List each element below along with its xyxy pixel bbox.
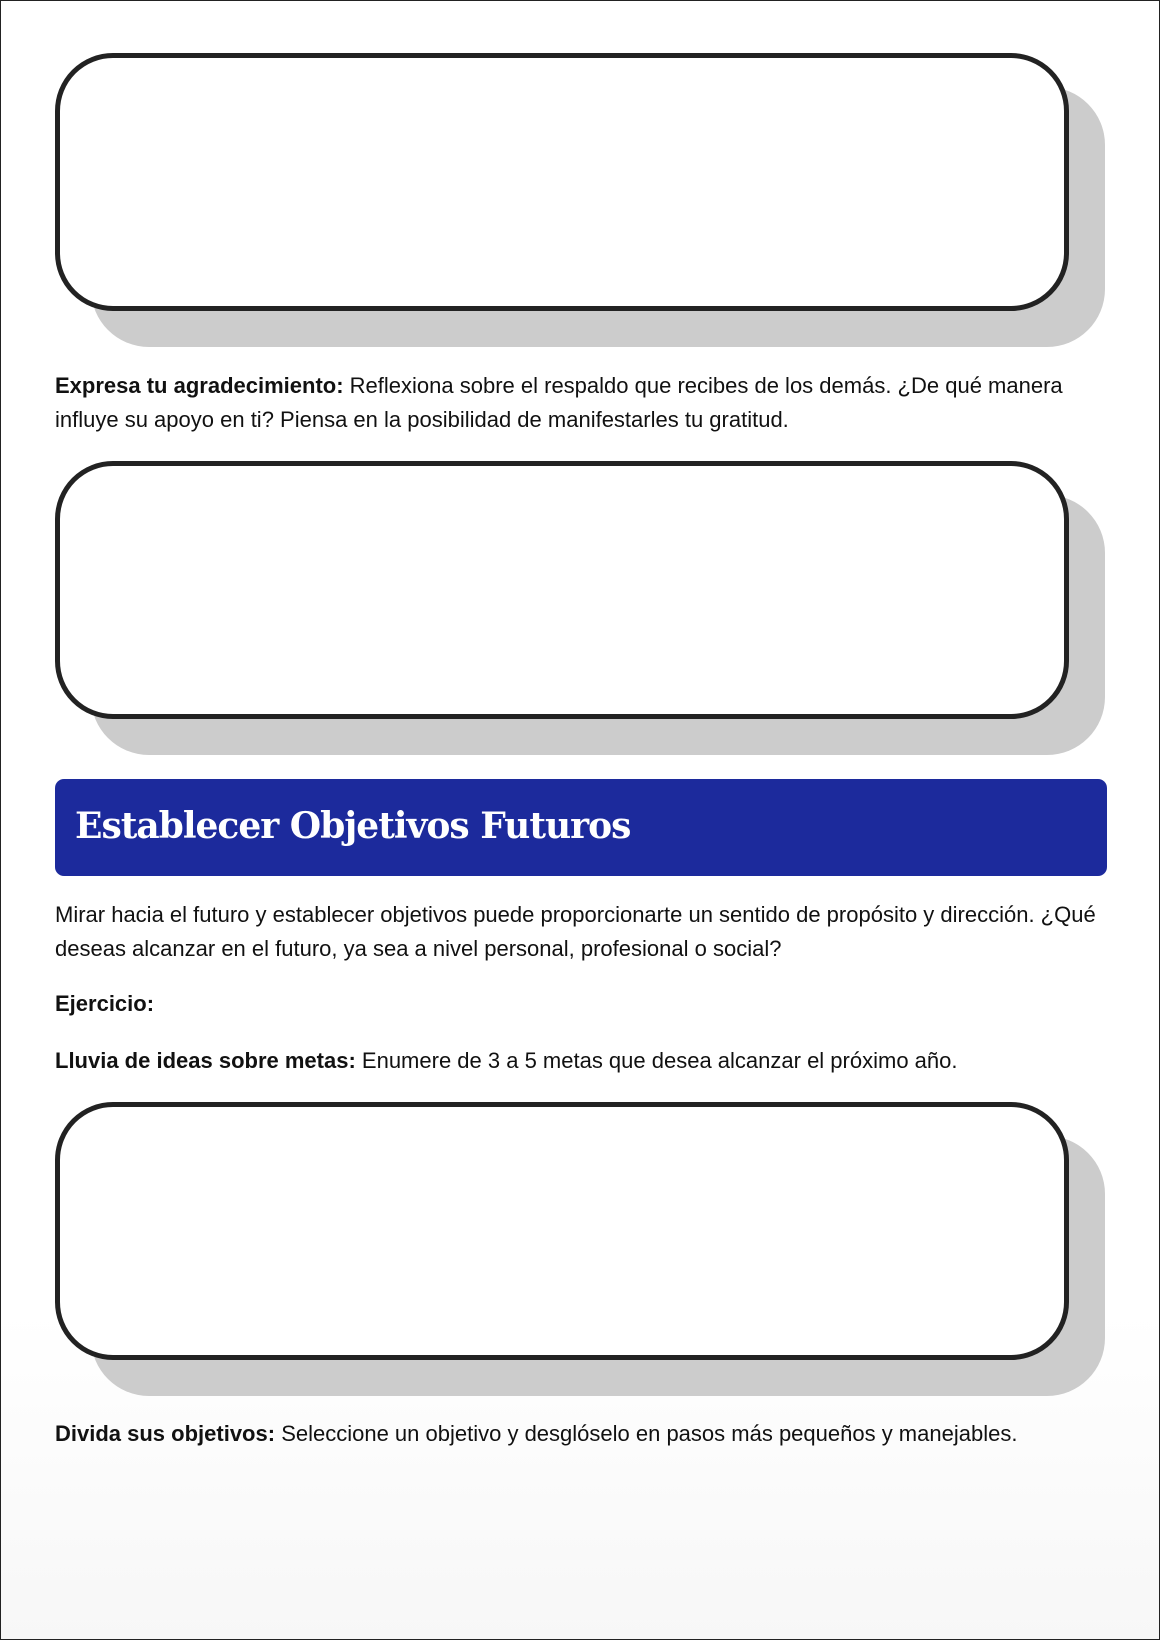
divide-label: Divida sus objetivos: (55, 1421, 276, 1446)
gratitude-label: Expresa tu agradecimiento: (55, 373, 344, 398)
brainstorm-prompt (55, 1044, 1105, 1078)
section-title: Establecer Objetivos Futuros (75, 805, 631, 847)
divide-text: Seleccione un objetivo y desglóselo en pasos más pequeños y manejables. (281, 1421, 1018, 1446)
exercise-label: Ejercicio: (55, 991, 155, 1016)
gratitude-text: Reflexiona sobre el respaldo que recibes de los demás. ¿De qué manera influye su apoyo en ti? Piensa en la posibilidad de manifestarles tu gratitud. (55, 373, 1063, 432)
section-banner (55, 779, 1107, 876)
section-intro: Mirar hacia el futuro y establecer objetivos puede proporcionarte un sentido de propósito y dirección. ¿Qué deseas alcanzar en el futuro, ya sea a nivel personal, profesional o social? (55, 902, 1096, 961)
answer-box-1[interactable] (55, 53, 1105, 347)
divide-prompt (55, 1417, 1105, 1451)
brainstorm-label: Lluvia de ideas sobre metas: (55, 1048, 356, 1073)
answer-box-3[interactable] (55, 1102, 1105, 1396)
answer-box-field[interactable] (55, 461, 1069, 719)
exercise-heading (55, 987, 1105, 1021)
gratitude-prompt (55, 369, 1105, 437)
answer-box-field[interactable] (55, 1102, 1069, 1360)
answer-box-2[interactable] (55, 461, 1105, 755)
brainstorm-text: Enumere de 3 a 5 metas que desea alcanzar el próximo año. (361, 1048, 958, 1073)
answer-box-field[interactable] (55, 53, 1069, 311)
